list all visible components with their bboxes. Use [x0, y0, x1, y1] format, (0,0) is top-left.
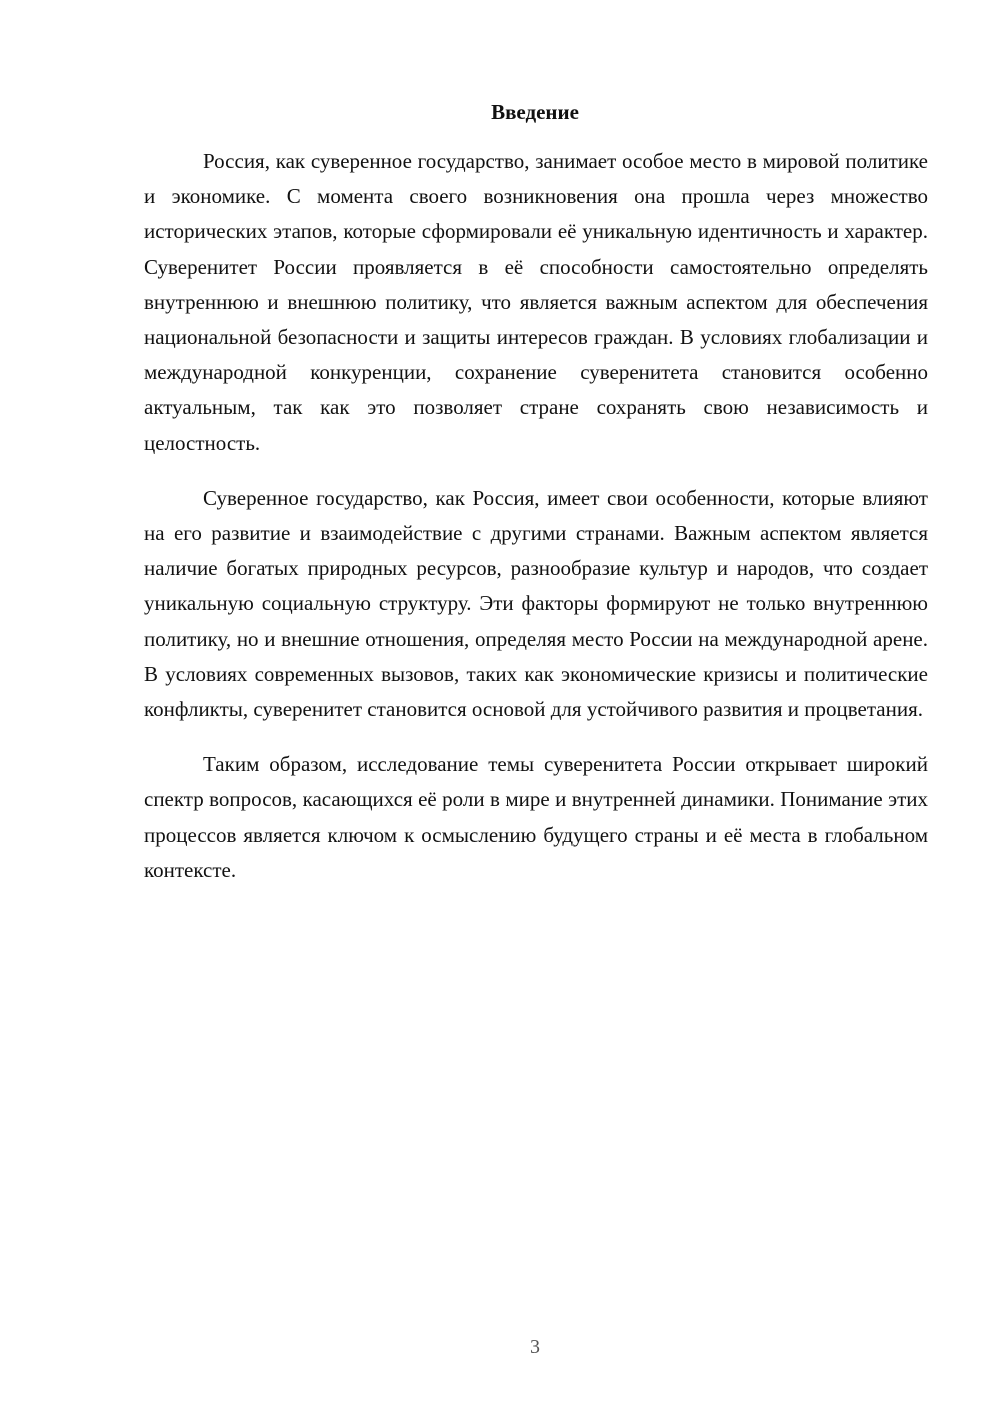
paragraph-1: Россия, как суверенное государство, занимает особое место в мировой политике и экономике. С момента своего возникновения она прошла через множество исторических этапов, которые сформировали её уникальную идентичность и характер. Суверенитет России проявляется в её способности самостоятельно определять внутреннюю и внешнюю политику, что является важным аспектом для обеспечения национальной безопасности и защиты интересов граждан. В условиях глобализации и международной конкуренции, сохранение суверенитета становится особенно актуальным, так как это позволяет стране сохранять свою независимость и целостность.	[144, 149, 928, 455]
page-number: 3	[530, 1336, 540, 1358]
paragraph-2: Суверенное государство, как Россия, имеет свои особенности, которые влияют на его развитие и взаимодействие с другими странами. Важным аспектом является наличие богатых природных ресурсов, разнообразие культур и народов, что создает уникальную социальную структуру. Эти факторы формируют не только внутреннюю политику, но и внешние отношения, определяя место России на международной арене. В условиях современных вызовов, таких как экономические кризисы и политические конфликты, суверенитет становится основой для устойчивого развития и процветания.	[144, 485, 928, 722]
paragraph-3: Таким образом, исследование темы суверенитета России открывает широкий спектр вопросов, касающихся её роли в мире и внутренней динамики. Понимание этих процессов является ключом к осмыслению будущего страны и её места в глобальном контексте.	[144, 752, 928, 882]
body-text	[144, 144, 928, 908]
section-heading: Введение	[491, 100, 579, 124]
